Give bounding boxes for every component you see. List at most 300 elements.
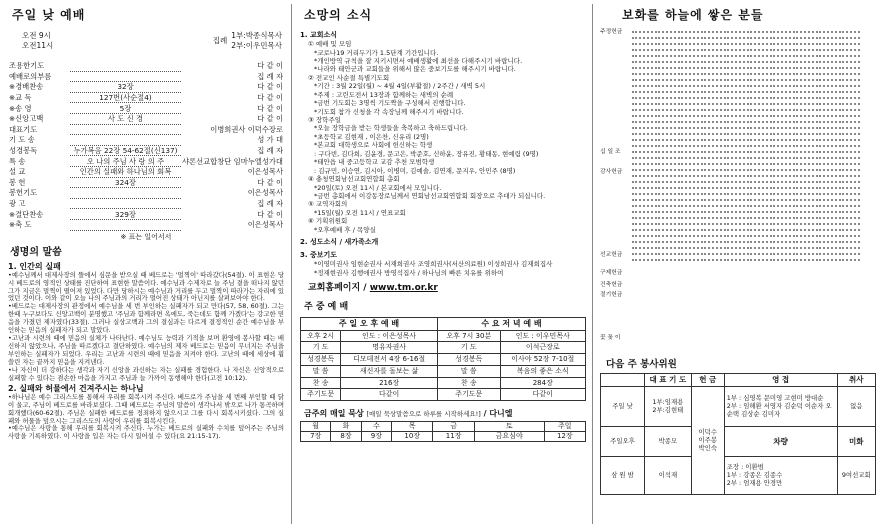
order-person: 집 례 자	[257, 145, 283, 155]
week-cell: 이석근장로	[500, 342, 585, 354]
offering-name-placeholder	[724, 35, 745, 39]
vol-header-prayer: 대 표 기 도	[645, 373, 692, 386]
offering-name-placeholder	[816, 65, 837, 69]
offering-name-placeholder	[816, 35, 837, 39]
offering-name-columns	[632, 27, 876, 347]
offering-name-placeholder	[816, 47, 837, 51]
offering-name-placeholder	[678, 221, 699, 225]
news-item: ① 예배 및 모임	[308, 40, 352, 49]
offering-name-placeholder	[770, 257, 791, 261]
offering-name-placeholder	[839, 89, 860, 93]
week-cell: 성경봉독	[438, 354, 501, 366]
offering-name-placeholder	[770, 155, 791, 159]
offering-name-placeholder	[632, 89, 653, 93]
offering-name-placeholder	[770, 143, 791, 147]
offering-name-placeholder	[747, 29, 768, 33]
offering-name-placeholder	[701, 239, 722, 243]
offering-name-placeholder	[632, 119, 653, 123]
offering-name-placeholder	[632, 113, 653, 117]
daily-reading-book: / 다니엘	[483, 409, 513, 419]
order-content	[70, 124, 181, 135]
offering-name-placeholder	[701, 233, 722, 237]
offering-name-placeholder	[839, 245, 860, 249]
offering-name-placeholder	[701, 173, 722, 177]
news-item: *오후예배 후 / 목양실	[314, 225, 376, 234]
offering-name-placeholder	[770, 251, 791, 255]
offering-name-placeholder	[701, 161, 722, 165]
offering-name-placeholder	[770, 83, 791, 87]
offering-name-placeholder	[724, 167, 745, 171]
offering-name-placeholder	[678, 65, 699, 69]
news-item: *20일(토) 오전 11시 / 본교회에서 모입니다.	[314, 183, 442, 192]
offering-name-placeholder	[793, 185, 814, 189]
news-item: *기도회 참가 신청을 각 속장님께 해주시기 바랍니다.	[314, 107, 464, 116]
offering-name-placeholder	[724, 137, 745, 141]
offering-names-column	[770, 27, 793, 347]
order-content: 32장	[70, 82, 181, 93]
offering-name-placeholder	[816, 257, 837, 261]
offering-name-placeholder	[632, 137, 653, 141]
offering-name-placeholder	[793, 173, 814, 177]
offering-name-placeholder	[816, 161, 837, 165]
offering-name-placeholder	[724, 131, 745, 135]
reading-chapter: 12장	[544, 432, 585, 442]
order-person: 이은성목사	[247, 220, 283, 230]
offering-name-placeholder	[770, 95, 791, 99]
news-item: 2. 성도소식 / 새가족소개	[300, 238, 379, 247]
offering-name-placeholder	[770, 89, 791, 93]
offering-name-placeholder	[678, 245, 699, 249]
offering-name-placeholder	[793, 197, 814, 201]
offering-name-placeholder	[724, 245, 745, 249]
offering-name-placeholder	[816, 131, 837, 135]
offering-name-placeholder	[816, 77, 837, 81]
vol-prayer-1: 1부:임재용 2부:김현태	[645, 386, 692, 426]
offering-name-placeholder	[816, 155, 837, 159]
offering-category-label: 주정헌금	[600, 29, 623, 35]
offering-name-placeholder	[632, 203, 653, 207]
offering-name-placeholder	[770, 59, 791, 63]
offering-name-placeholder	[747, 107, 768, 111]
offering-name-placeholder	[724, 71, 745, 75]
offering-name-placeholder	[678, 251, 699, 255]
offering-name-placeholder	[678, 191, 699, 195]
offering-name-placeholder	[839, 251, 860, 255]
order-content	[70, 219, 181, 230]
offering-name-placeholder	[724, 203, 745, 207]
offering-name-placeholder	[655, 143, 676, 147]
offering-name-placeholder	[724, 149, 745, 153]
offering-name-placeholder	[701, 149, 722, 153]
offering-name-placeholder	[655, 245, 676, 249]
offering-name-placeholder	[655, 191, 676, 195]
offering-name-placeholder	[632, 41, 653, 45]
order-row	[8, 209, 284, 220]
vol-cook-2: 미화	[837, 426, 876, 456]
order-person: 이병희권사 이덕수장로	[210, 124, 283, 134]
offering-category-label: 꽃 꽂 이	[600, 335, 621, 341]
reading-chapter: 금요심야	[474, 432, 544, 442]
column-divider	[592, 4, 593, 524]
offering-name-placeholder	[678, 233, 699, 237]
offering-name-placeholder	[655, 257, 676, 261]
offering-name-placeholder	[632, 179, 653, 183]
offering-name-placeholder	[632, 83, 653, 87]
vol-greeting-1: 1부 : 심영복 문미영 고현미 방대순 2부 : 임해환 서영자 김순덕 이순자 오순택 김상순 김미자	[724, 386, 837, 426]
news-item: 1. 교회소식	[300, 31, 338, 39]
order-content: 5장	[70, 103, 181, 114]
offering-name-placeholder	[793, 203, 814, 207]
wednesday-evening-time: 오후 7시 30분	[438, 330, 501, 342]
offering-name-placeholder	[839, 95, 860, 99]
offering-name-placeholder	[655, 65, 676, 69]
offering-name-placeholder	[770, 77, 791, 81]
offering-name-placeholder	[678, 47, 699, 51]
order-name: 봉 헌	[9, 177, 26, 187]
offering-name-placeholder	[793, 245, 814, 249]
offering-names-column	[724, 27, 747, 347]
offering-name-placeholder	[632, 251, 653, 255]
order-content: 인간의 실패와 하나님의 회복	[70, 166, 181, 177]
offering-name-placeholder	[632, 29, 653, 33]
offering-name-placeholder	[816, 203, 837, 207]
presiders-label: 집례	[212, 36, 228, 46]
offering-names-column	[701, 27, 724, 347]
offering-name-placeholder	[770, 65, 791, 69]
week-row	[301, 342, 586, 354]
offering-name-placeholder	[701, 125, 722, 129]
offering-name-placeholder	[839, 53, 860, 57]
vol-header-blank	[601, 373, 645, 386]
vol-service-1: 주일 낮	[601, 386, 645, 426]
offering-name-placeholder	[632, 35, 653, 39]
offering-name-placeholder	[747, 149, 768, 153]
daily-reading-sub: [매일 묵상말씀으로 하루를 시작하세요!]	[366, 410, 481, 419]
offering-name-placeholder	[701, 155, 722, 159]
offering-name-placeholder	[839, 191, 860, 195]
presider-1: 1부:박종식목사	[231, 31, 282, 40]
week-cell: 주기도문	[301, 389, 341, 401]
offering-name-placeholder	[655, 233, 676, 237]
news-item: ⑤ 교역자회의	[308, 200, 348, 209]
offering-name-placeholder	[793, 113, 814, 117]
offering-name-placeholder	[839, 221, 860, 225]
reading-day: 화	[331, 422, 361, 432]
offering-name-placeholder	[655, 161, 676, 165]
offering-name-placeholder	[678, 179, 699, 183]
order-name: 대표기도	[9, 124, 38, 134]
offering-name-placeholder	[724, 161, 745, 165]
offering-name-placeholder	[793, 95, 814, 99]
order-content	[70, 198, 181, 209]
reading-chapter: 9장	[361, 432, 391, 442]
offering-name-placeholder	[816, 83, 837, 87]
offering-name-placeholder	[816, 185, 837, 189]
offering-name-placeholder	[747, 47, 768, 51]
order-row	[8, 113, 284, 124]
order-row	[8, 177, 284, 188]
news-item: *이영미권사 임현순권사 서재희권사 조영희권사(서산의료원) 이성희권사 김재희집사	[314, 260, 553, 269]
offering-name-placeholder	[793, 41, 814, 45]
offering-name-placeholder	[793, 161, 814, 165]
offering-name-placeholder	[724, 95, 745, 99]
offering-name-placeholder	[793, 101, 814, 105]
offering-name-placeholder	[747, 179, 768, 183]
column-divider	[291, 4, 292, 524]
order-content: 누가복음 22장 54-62절(신137)	[70, 145, 181, 156]
offering-name-placeholder	[816, 119, 837, 123]
offering-name-placeholder	[816, 29, 837, 33]
news-item: *금번 총회에서 이강동장로님께서 연회남선교회연합회 회장으로 추대가 되십니다.	[314, 191, 546, 200]
offering-name-placeholder	[793, 137, 814, 141]
offering-name-placeholder	[724, 83, 745, 87]
offering-name-placeholder	[747, 41, 768, 45]
offering-names-column	[839, 27, 862, 347]
offering-name-placeholder	[816, 41, 837, 45]
offering-name-placeholder	[839, 209, 860, 213]
offering-name-placeholder	[839, 239, 860, 243]
week-cell: 기 도	[438, 342, 501, 354]
offering-name-placeholder	[655, 203, 676, 207]
offering-name-placeholder	[678, 161, 699, 165]
news-item: *주제 : 고린도전서 13장과 함께하는 새벽의 순례	[314, 90, 454, 99]
offering-name-placeholder	[839, 47, 860, 51]
offering-name-placeholder	[724, 113, 745, 117]
offering-name-placeholder	[770, 185, 791, 189]
offering-name-placeholder	[747, 161, 768, 165]
order-content: 329장	[70, 209, 181, 220]
offering-name-placeholder	[747, 251, 768, 255]
offering-name-placeholder	[747, 59, 768, 63]
offering-name-placeholder	[770, 29, 791, 33]
wednesday-evening-title: 수 요 저 녁 예 배	[438, 317, 586, 330]
offering-name-placeholder	[770, 71, 791, 75]
order-name: ※신앙고백	[9, 114, 44, 124]
offering-name-placeholder	[747, 245, 768, 249]
offering-name-placeholder	[701, 113, 722, 117]
offering-name-placeholder	[678, 29, 699, 33]
homepage-link[interactable]: www.tm.or.kr	[369, 283, 438, 294]
offering-name-placeholder	[655, 155, 676, 159]
offering-name-placeholder	[632, 47, 653, 51]
offering-name-placeholder	[655, 197, 676, 201]
offering-names-column	[655, 27, 678, 347]
offering-name-placeholder	[839, 149, 860, 153]
offering-name-placeholder	[770, 167, 791, 171]
week-cell: 복음의 좋은 소식	[500, 365, 585, 377]
offering-name-placeholder	[747, 137, 768, 141]
news-item: ③ 장학주일	[308, 116, 342, 125]
standing-note: ※ 표는 일어서서	[120, 232, 172, 241]
news-item: *본교회 대학생으로 사회에 헌신하는 학생	[314, 141, 433, 150]
offering-name-placeholder	[632, 101, 653, 105]
order-name: 조용한기도	[9, 61, 45, 71]
offering-name-placeholder	[678, 137, 699, 141]
offering-name-placeholder	[839, 215, 860, 219]
weekday-services-table	[300, 317, 586, 402]
order-content	[70, 135, 181, 146]
offering-name-placeholder	[770, 203, 791, 207]
offering-name-placeholder	[816, 149, 837, 153]
offering-name-placeholder	[701, 191, 722, 195]
offering-name-placeholder	[747, 83, 768, 87]
offering-name-placeholder	[839, 227, 860, 231]
offering-name-placeholder	[632, 125, 653, 129]
offering-name-placeholder	[632, 197, 653, 201]
offering-name-placeholder	[793, 149, 814, 153]
offering-name-placeholder	[655, 95, 676, 99]
offering-name-placeholder	[655, 71, 676, 75]
offering-name-placeholder	[655, 215, 676, 219]
order-row	[8, 166, 284, 177]
news-item: *금번 기도회는 3명씩 기도짝을 구성해서 진행합니다.	[314, 99, 466, 108]
offering-name-placeholder	[701, 89, 722, 93]
offering-name-placeholder	[747, 125, 768, 129]
order-row	[8, 145, 284, 156]
offering-name-placeholder	[770, 209, 791, 213]
order-content	[70, 71, 181, 82]
offering-name-placeholder	[724, 41, 745, 45]
offering-name-placeholder	[724, 155, 745, 159]
offering-name-placeholder	[839, 167, 860, 171]
offering-name-placeholder	[655, 137, 676, 141]
service-time-2: 오전11시	[22, 40, 54, 50]
offering-name-placeholder	[793, 239, 814, 243]
offering-name-placeholder	[839, 41, 860, 45]
offering-name-placeholder	[724, 53, 745, 57]
offering-name-placeholder	[793, 179, 814, 183]
order-person: 집 례 자	[257, 198, 283, 208]
offering-name-placeholder	[747, 89, 768, 93]
offering-name-placeholder	[701, 203, 722, 207]
offering-name-placeholder	[724, 89, 745, 93]
week-row	[301, 354, 586, 366]
sunday-afternoon-leader: 인도 : 이은성목사	[341, 330, 438, 342]
offering-name-placeholder	[839, 179, 860, 183]
offering-name-placeholder	[747, 185, 768, 189]
sermon-point-2-head: 2. 실패와 허물에서 건져주시는 하나님	[8, 383, 144, 393]
reading-chapter: 10장	[392, 432, 433, 442]
offering-name-placeholder	[701, 119, 722, 123]
offering-name-placeholder	[724, 77, 745, 81]
offering-name-placeholder	[793, 107, 814, 111]
order-name: ※결단찬송	[9, 209, 44, 219]
week-cell: 말 씀	[438, 365, 501, 377]
news-item: ⑥ 기획위원회	[308, 217, 348, 226]
offering-name-placeholder	[747, 119, 768, 123]
sermon-text	[8, 262, 284, 442]
offering-name-placeholder	[678, 215, 699, 219]
offering-name-placeholder	[816, 95, 837, 99]
homepage-line	[308, 283, 586, 294]
offering-name-placeholder	[793, 65, 814, 69]
offering-name-placeholder	[678, 143, 699, 147]
offering-category-label: 선교헌금	[600, 252, 623, 258]
offering-name-placeholder	[678, 107, 699, 111]
offering-names-column	[747, 27, 770, 347]
offering-name-placeholder	[701, 107, 722, 111]
order-person: 집 례 자	[257, 71, 283, 81]
offering-name-placeholder	[793, 29, 814, 33]
offering-name-placeholder	[678, 53, 699, 57]
offering-category-label: 절기헌금	[600, 292, 623, 298]
offering-name-placeholder	[701, 35, 722, 39]
offering-name-placeholder	[839, 29, 860, 33]
offering-name-placeholder	[724, 107, 745, 111]
order-content: 사 도 신 경	[70, 113, 181, 124]
offering-name-placeholder	[839, 125, 860, 129]
offering-name-placeholder	[701, 245, 722, 249]
offering-name-placeholder	[655, 41, 676, 45]
offering-name-placeholder	[632, 239, 653, 243]
order-person: 성 가 대	[257, 135, 283, 145]
week-cell: 디모데전서 4장 6-16절	[341, 354, 438, 366]
order-content: 오 나의 주님 사 랑 의 주	[70, 156, 181, 167]
offering-name-placeholder	[839, 155, 860, 159]
news-item: 3. 중보기도	[300, 251, 338, 260]
offering-name-placeholder	[747, 209, 768, 213]
offering-name-placeholder	[655, 77, 676, 81]
offering-name-placeholder	[655, 167, 676, 171]
offering-name-placeholder	[747, 227, 768, 231]
offering-name-placeholder	[839, 113, 860, 117]
offering-name-placeholder	[747, 167, 768, 171]
offering-name-placeholder	[632, 221, 653, 225]
offering-name-placeholder	[747, 95, 768, 99]
offering-name-placeholder	[701, 179, 722, 183]
offering-name-placeholder	[701, 47, 722, 51]
vol-offering: 이덕수 이주봉 박인숙	[691, 386, 724, 494]
offering-name-placeholder	[655, 107, 676, 111]
offering-name-placeholder	[839, 107, 860, 111]
offering-name-placeholder	[655, 173, 676, 177]
offering-name-placeholder	[816, 71, 837, 75]
offering-name-placeholder	[839, 203, 860, 207]
offering-name-placeholder	[793, 89, 814, 93]
offering-name-placeholder	[793, 191, 814, 195]
offering-name-placeholder	[632, 95, 653, 99]
week-row	[301, 365, 586, 377]
order-name: ※경배찬송	[9, 82, 44, 92]
offering-name-placeholder	[816, 221, 837, 225]
order-row	[8, 124, 284, 135]
news-item: : 김규민, 이승연, 김시아, 이병미, 김예솔, 김연재, 문지우, 안민주 (8명)	[314, 166, 516, 175]
news-item: *15일(월) 오전 11시 / 연표교회	[314, 208, 406, 217]
offering-name-placeholder	[770, 149, 791, 153]
news-item: *정재현권사 김행애권사 방영석집사 / 하나님의 빠른 치유를 위하여	[314, 268, 504, 277]
offering-name-placeholder	[678, 155, 699, 159]
offering-name-placeholder	[816, 179, 837, 183]
order-content: 127번(사순절4)	[70, 92, 181, 103]
offering-name-placeholder	[724, 185, 745, 189]
offering-name-placeholder	[678, 149, 699, 153]
offering-name-placeholder	[632, 233, 653, 237]
news-item: *기간 : 3월 22일(월) ~ 4월 4일(부활절) / 2주간 / 새벽 5시	[314, 82, 486, 91]
offering-name-placeholder	[793, 131, 814, 135]
week-cell: 284장	[500, 377, 585, 389]
offering-name-placeholder	[816, 173, 837, 177]
offering-name-placeholder	[701, 137, 722, 141]
offering-name-placeholder	[701, 59, 722, 63]
offering-name-placeholder	[655, 227, 676, 231]
offering-names-column	[632, 27, 655, 347]
offering-name-placeholder	[793, 143, 814, 147]
offering-name-placeholder	[839, 119, 860, 123]
offering-name-placeholder	[724, 191, 745, 195]
offering-name-placeholder	[701, 29, 722, 33]
offering-name-placeholder	[816, 233, 837, 237]
offering-name-placeholder	[678, 227, 699, 231]
